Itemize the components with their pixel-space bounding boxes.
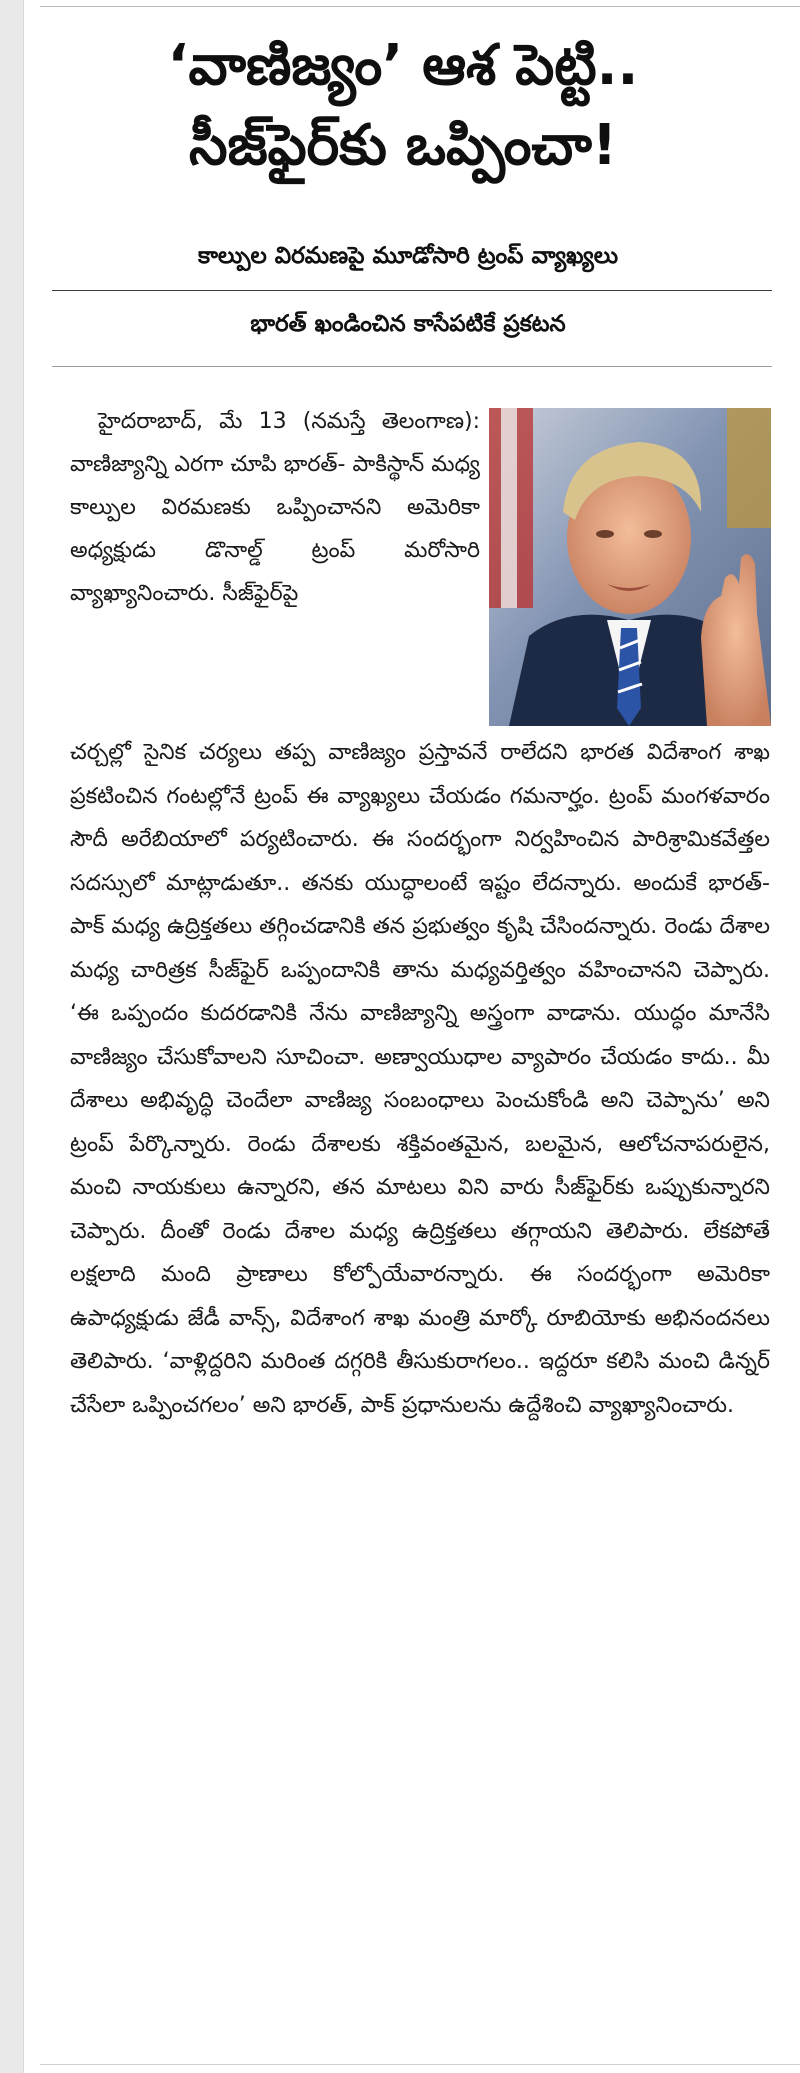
deck-divider — [52, 366, 772, 367]
subheading-secondary: భారత్ ఖండించిన కాసేపటికే ప్రకటన — [250, 311, 566, 337]
article-photo — [489, 408, 771, 726]
top-border — [40, 0, 800, 7]
headline-line-1: ‘వాణిజ్యం’ ఆశ పెట్టి.. — [167, 33, 639, 98]
lede-paragraph: హైదరాబాద్, మే 13 (నమస్తే తెలంగాణ): వాణిజ్యాన్ని ఎరగా చూపి భారత్- పాకిస్థాన్ మధ్య కాల్పుల విరమణకు ఒప్పించానని అమెరికా అధ్యక్షుడు డొనాల్డ్ ట్రంప్ మరోసారి వ్యాఖ్యానించారు. సీజ్‌ఫైర్‌పై — [70, 409, 480, 606]
bottom-border — [40, 2064, 800, 2073]
subheading-divider — [52, 290, 772, 291]
body-paragraph: చర్చల్లో సైనిక చర్యలు తప్ప వాణిజ్యం ప్రస్తావనే రాలేదని భారత విదేశాంగ శాఖ ప్రకటించిన గంటల్లోనే ట్రంప్ ఈ వ్యాఖ్యలు చేయడం గమనార్హం. ట్రంప్ మంగళవారం సౌదీ అరేబియాలో పర్యటించారు. ఈ సందర్భంగా నిర్వహించిన పారిశ్రామికవేత్తల సదస్సులో మాట్లాడుతూ.. తనకు యుద్ధాలంటే ఇష్టం లేదన్నారు. అందుకే భారత్-పాక్ మధ్య ఉద్రిక్తతలు తగ్గించడానికి తన ప్రభుత్వం కృషి చేసిందన్నారు. రెండు దేశాల మధ్య చారిత్రక సీజ్‌ఫైర్ ఒప్పందానికి తాను మధ్యవర్తిత్వం వహించానని చెప్పారు. ‘ఈ ఒప్పందం కుదరడానికి నేను వాణిజ్యాన్ని అస్త్రంగా వాడాను. యుద్ధం మానేసి వాణిజ్యం చేసుకోవాలని సూచించా. అణ్వాయుధాల వ్యాపారం చేయడం కాదు.. మీ దేశాలు అభివృద్ధి చెందేలా వాణిజ్య సంబంధాలు పెంచుకోండి అని చెప్పాను’ అని ట్రంప్ పేర్కొన్నారు. రెండు దేశాలకు శక్తివంతమైన, బలమైన, ఆలోచనాపరులైన, మంచి నాయకులు ఉన్నారని, తన మాటలు విని వారు సీజ్‌ఫైర్‌కు ఒప్పుకున్నారని చెప్పారు. దీంతో రెండు దేశాల మధ్య ఉద్రిక్తతలు తగ్గాయని తెలిపారు. లేకపోతే లక్షలాది మంది ప్రాణాలు కోల్పోయేవారన్నారు. ఈ సందర్భంగా అమెరికా ఉపాధ్యక్షుడు జేడీ వాన్స్, విదేశాంగ శాఖ మంత్రి మార్కో రూబియోకు అభినందనలు తెలిపారు. ‘వాళ్లిద్దరిని మరింత దగ్గరికి తీసుకురాగలం.. ఇద్దరూ కలిసి మంచి డిన్నర్ చేసేలా ఒప్పించగలం’ అని భారత్, పాక్ ప్రధానులను ఉద్దేశించి వ్యాఖ్యానించారు. — [70, 740, 770, 1418]
headline-line-2: సీజ్‌ఫైర్‌కు ఒప్పించా! — [188, 113, 618, 178]
portrait-illustration — [489, 408, 771, 726]
subheading: కాల్పుల విరమణపై మూడోసారి ట్రంప్ వ్యాఖ్యలు — [197, 243, 619, 269]
headline — [47, 26, 758, 186]
